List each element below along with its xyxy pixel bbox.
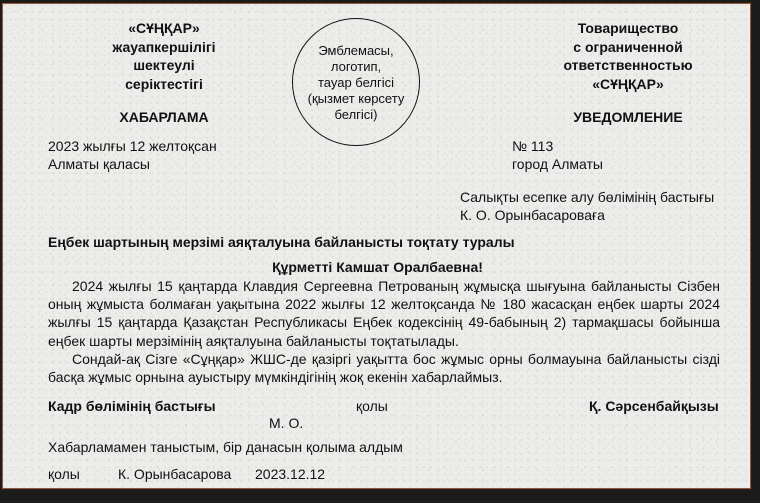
left-org-name xyxy=(89,19,239,93)
acknowledgement-date: 2023.12.12 xyxy=(255,466,326,482)
emblem-line: логотип, xyxy=(330,59,382,74)
salutation: Құрметті Камшат Оралбаевна! xyxy=(272,259,483,275)
addressee-name: К. О. Орынбасароваға xyxy=(460,207,605,223)
emblem-line: Эмблемасы, xyxy=(318,43,394,58)
signature-label: қолы xyxy=(356,398,388,414)
emblem-line: белгісі) xyxy=(334,107,378,122)
signatory-name: Қ. Сәрсенбайқызы xyxy=(589,398,719,414)
emblem-line: (қызмет көрсету xyxy=(307,91,405,106)
document-subject: Еңбек шартының мерзімі аяқталуына байланысты тоқтату туралы xyxy=(48,234,515,250)
document-page xyxy=(2,3,751,489)
right-org-line: Товарищество xyxy=(577,20,679,36)
right-org-line: ответственностью xyxy=(563,57,693,73)
right-org-line: «СҰҢҚАР» xyxy=(592,75,664,92)
body-paragraph: Сондай-ақ Сізге «Сұңқар» ЖШС-де қазіргі уақытта бос жұмыс орны болмауына байланысты сізді басқа жұмыс орнына ауыстыру мүмкіндігінің жоқ екенін хабарлаймыз. xyxy=(48,350,720,386)
addressee-position: Салықты есепке алу бөлімінің бастығы xyxy=(460,189,715,205)
doc-date: 2023 жылғы 12 желтоқсан xyxy=(48,138,217,154)
document-body xyxy=(48,277,720,386)
left-org-line: жауапкершілігі xyxy=(112,38,216,55)
doc-number: № 113 xyxy=(512,138,554,154)
left-org-line: серіктестігі xyxy=(125,75,203,92)
acknowledgement-text: Хабарламамен таныстым, бір данасын қолыма алдым xyxy=(48,439,403,455)
left-doc-title: ХАБАРЛАМА xyxy=(119,109,209,125)
body-paragraph: 2024 жылғы 15 қаңтарда Клавдия Сергеевна Петрованың жұмысқа шығуына байланысты Сізбен оның жұмыста болмаған уақытына 2022 жылғы 12 желтоқсанда № 180 жасасқан еңбек шарты 2024 жылғы 15 қаңтарда Қазақстан Республикасы Еңбек кодексінің 49-бабының 2) тармақшасы бойынша еңбек шарты мерзімінің аяқталуына байланысты тоқтатылады. xyxy=(48,278,720,349)
stamp-place-label: М. О. xyxy=(269,415,304,431)
left-org-line: шектеулі xyxy=(133,57,195,73)
emblem-placeholder-circle xyxy=(292,18,420,146)
acknowledgement-name: К. Орынбасарова xyxy=(118,466,232,482)
right-org-name xyxy=(543,19,713,93)
right-org-line: с ограниченной xyxy=(573,38,683,55)
emblem-line: тауар белгісі xyxy=(317,75,394,90)
left-org-line: «СҰҢҚАР» xyxy=(128,20,200,36)
doc-city-ru: город Алматы xyxy=(512,156,603,172)
acknowledgement-signature-label: қолы xyxy=(48,466,80,482)
signatory-position: Кадр бөлімінің бастығы xyxy=(48,398,216,414)
doc-city-kz: Алматы қаласы xyxy=(48,156,150,172)
right-doc-title: УВЕДОМЛЕНИЕ xyxy=(573,109,683,125)
